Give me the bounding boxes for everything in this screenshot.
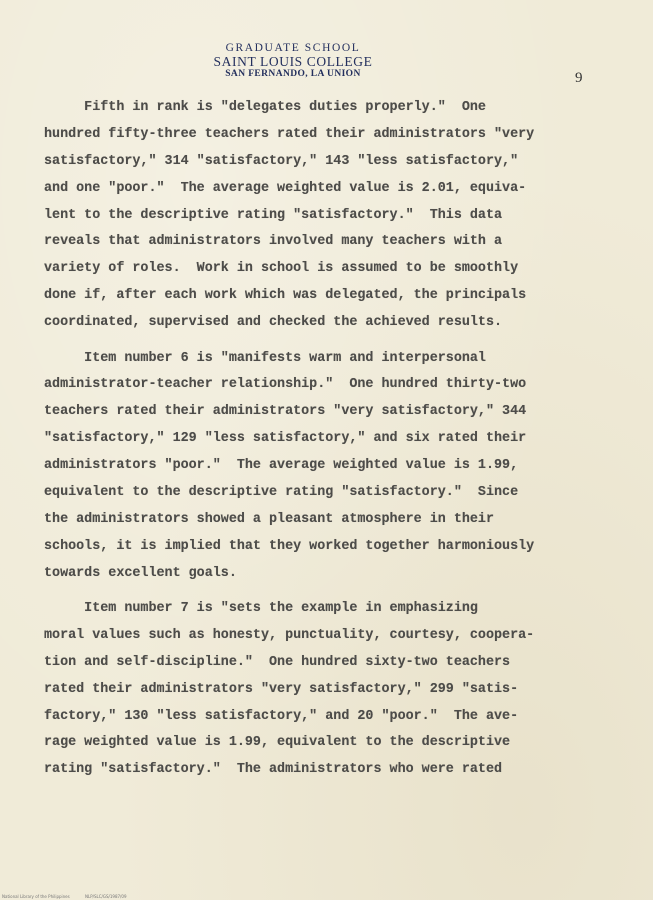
text-line: moral values such as honesty, punctuality, courtesy, coopera- — [44, 627, 535, 643]
body-text — [44, 95, 604, 784]
text-line: Item number 6 is "manifests warm and interpersonal — [44, 350, 486, 366]
text-line: hundred fifty-three teachers rated their administrators "very — [44, 126, 535, 142]
letterhead — [170, 42, 416, 80]
letterhead-location: SAN FERNANDO, LA UNION — [225, 69, 361, 80]
text-line: administrator-teacher relationship." One hundred thirty-two — [44, 377, 527, 393]
text-line: the administrators showed a pleasant atmosphere in their — [44, 511, 494, 527]
page-number: 9 — [575, 70, 583, 86]
paragraph — [44, 95, 604, 337]
text-line: reveals that administrators involved many teachers with a — [44, 234, 503, 250]
text-line: and one "poor." The average weighted value is 2.01, equiva- — [44, 180, 527, 196]
scan-footer — [2, 894, 141, 899]
text-line: variety of roles. Work in school is assumed to be smoothly — [44, 261, 519, 277]
text-line: rage weighted value is 1.99, equivalent to the descriptive — [44, 735, 511, 751]
text-line: tion and self-discipline." One hundred sixty-two teachers — [44, 654, 511, 670]
paragraph-gap — [44, 588, 604, 597]
text-line: lent to the descriptive rating "satisfactory." This data — [44, 207, 503, 223]
paragraph — [44, 346, 604, 588]
text-line: schools, it is implied that they worked together harmoniously — [44, 538, 535, 554]
text-line: Fifth in rank is "delegates duties properly." One — [44, 100, 486, 115]
text-line: teachers rated their administrators "very satisfactory," 344 — [44, 404, 527, 420]
text-line: administrators "poor." The average weighted value is 1.99, — [44, 458, 519, 474]
text-line: "satisfactory," 129 "less satisfactory," and six rated their — [44, 431, 527, 447]
text-line: coordinated, supervised and checked the achieved results. — [44, 315, 503, 331]
text-line: towards excellent goals. — [44, 565, 237, 581]
text-line: rating "satisfactory." The administrators who were rated — [44, 762, 503, 778]
text-line: rated their administrators "very satisfactory," 299 "satis- — [44, 681, 519, 697]
text-line: equivalent to the descriptive rating "satisfactory." Since — [44, 484, 519, 500]
text-line: satisfactory," 314 "satisfactory," 143 "less satisfactory," — [44, 153, 519, 169]
footer-library: National Library of the Philippines — [2, 894, 70, 899]
paragraph-gap — [44, 337, 604, 346]
text-line: Item number 7 is "sets the example in emphasizing — [44, 601, 478, 617]
letterhead-school: GRADUATE SCHOOL — [225, 42, 361, 54]
letterhead-college: SAINT LOUIS COLLEGE — [213, 53, 373, 69]
text-line: factory," 130 "less satisfactory," and 20 "poor." The ave- — [44, 708, 519, 724]
text-line: done if, after each work which was delegated, the principals — [44, 288, 527, 304]
paragraph — [44, 596, 604, 784]
footer-ref: NLP/SLC/GS/1987/09 — [85, 894, 127, 899]
